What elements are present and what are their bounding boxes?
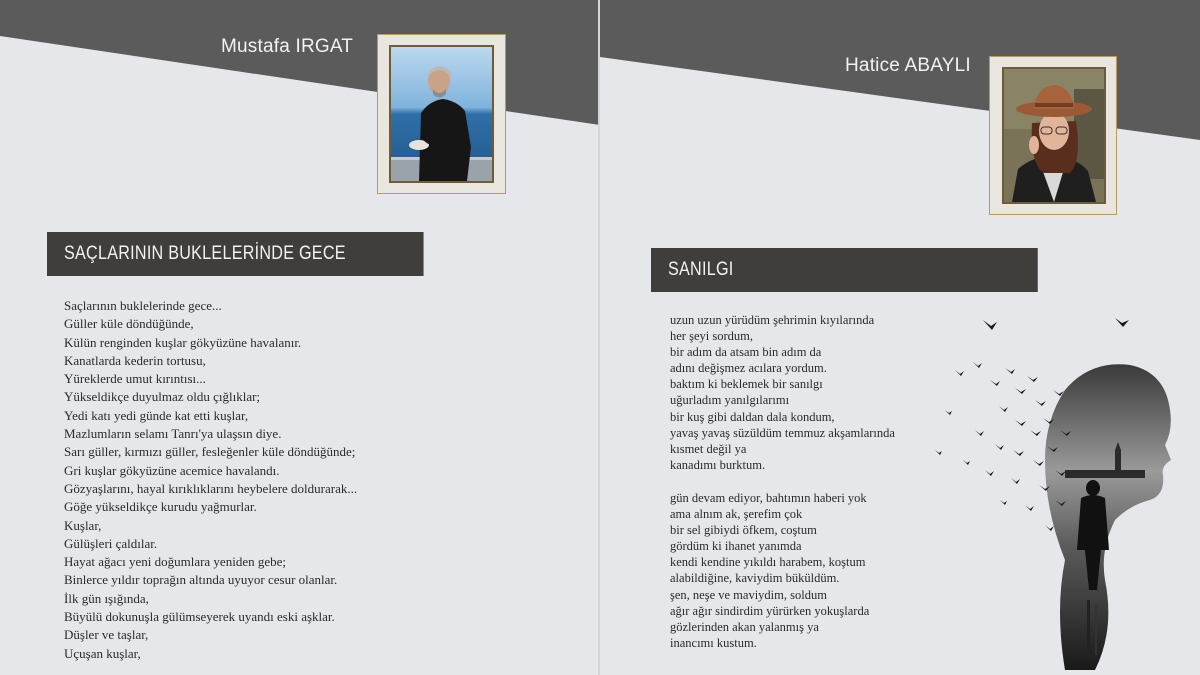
poem-line: bir kuş gibi daldan dala kondum,	[670, 409, 835, 424]
stanza-gap	[670, 473, 895, 490]
left-banner	[0, 0, 600, 125]
poem-line: ağır ağır sindirdim yürürken yokuşlarda	[670, 603, 870, 618]
left-author-name: Mustafa IRGAT	[221, 36, 354, 57]
poem-line: İlk gün ışığında,	[64, 590, 149, 606]
poem-line: inancımı kustum.	[670, 635, 757, 650]
poem-line: uğurladım yanılgılarımı	[670, 393, 790, 408]
poem-line: alabildiğine, kaviydim büküldüm.	[670, 571, 840, 586]
poem-line: Mazlumların selamı Tanrı'ya ulaşsın diye.	[64, 426, 282, 442]
right-poem-title: SANILGI	[651, 248, 1038, 292]
poem-line: bir adım da atsam bin adım da	[670, 345, 822, 360]
poem-line: kanadımı burktum.	[670, 457, 766, 472]
right-author-photo	[1002, 67, 1106, 204]
poem-line: Büyülü dokunuşla gülümseyerek uyandı eski aşklar.	[64, 609, 335, 625]
left-poem-title: SAÇLARININ BUKLELERİNDE GECE	[47, 232, 424, 276]
poem-line: gün devam ediyor, bahtımın haberi yok	[670, 490, 867, 505]
silhouette-birds-illustration	[915, 310, 1200, 675]
poem-line: Düşler ve taşlar,	[64, 627, 149, 643]
poem-line: Gri kuşlar gökyüzüne acemice havalandı.	[64, 462, 280, 478]
poem-line: Kuşlar,	[64, 517, 102, 533]
poem-line: Gülüşleri çaldılar.	[64, 535, 158, 551]
poem-line: ama alnım ak, şerefim çok	[670, 507, 803, 522]
poem-line: Güller küle döndüğünde,	[64, 316, 194, 332]
right-author-name: Hatice ABAYLI	[845, 55, 971, 76]
right-poem-body	[670, 312, 895, 651]
poem-line: Hayat ağacı yeni doğumlara yeniden gebe;	[64, 554, 286, 570]
poem-line: yavaş yavaş süzüldüm temmuz akşamlarında	[670, 425, 895, 440]
poem-line: Yedi katı yedi günde kat etti kuşlar,	[64, 407, 249, 423]
right-photo-frame	[989, 56, 1117, 215]
poem-line: gözlerinden akan yalanmış ya	[670, 619, 819, 634]
left-author-photo	[389, 45, 494, 183]
poem-line: bir sel gibiydi öfkem, coştum	[670, 523, 817, 538]
poem-line: Göğe yükseldikçe kurudu yağmurlar.	[64, 499, 257, 515]
poem-line: şen, neşe ve maviydim, soldum	[670, 587, 827, 602]
left-poem-body	[64, 297, 357, 663]
poem-line: her şeyi sordum,	[670, 329, 753, 344]
poem-line: kısmet değil ya	[670, 441, 747, 456]
left-photo-frame	[377, 34, 506, 194]
poem-line: Külün renginden kuşlar gökyüzüne havalanır.	[64, 334, 302, 350]
poem-line: baktım ki beklemek bir sanılgı	[670, 377, 823, 392]
poem-line: kendi kendine yıkıldı harabem, koştum	[670, 555, 866, 570]
poem-line: Saçlarının buklelerinde gece...	[64, 298, 222, 313]
poem-line: Sarı güller, kırmızı güller, fesleğenler küle döndüğünde;	[64, 444, 356, 460]
poem-line: Gözyaşlarını, hayal kırıklıklarını heybelere doldurarak...	[64, 480, 358, 496]
poem-line: Yüreklerde umut kırıntısı...	[64, 371, 206, 387]
poem-line: Yükseldikçe duyulmaz oldu çığlıklar;	[64, 389, 261, 405]
poem-line: Kanatlarda kederin tortusu,	[64, 352, 206, 368]
page-divider	[598, 0, 600, 675]
poem-line: adını değişmez acılara yordum.	[670, 361, 827, 376]
poem-line: gördüm ki ihanet yanımda	[670, 539, 802, 554]
poem-line: Uçuşan kuşlar,	[64, 645, 141, 661]
poem-line: uzun uzun yürüdüm şehrimin kıyılarında	[670, 313, 875, 327]
poem-line: Binlerce yıldır toprağın altında uyuyor cesur olanlar.	[64, 572, 338, 588]
